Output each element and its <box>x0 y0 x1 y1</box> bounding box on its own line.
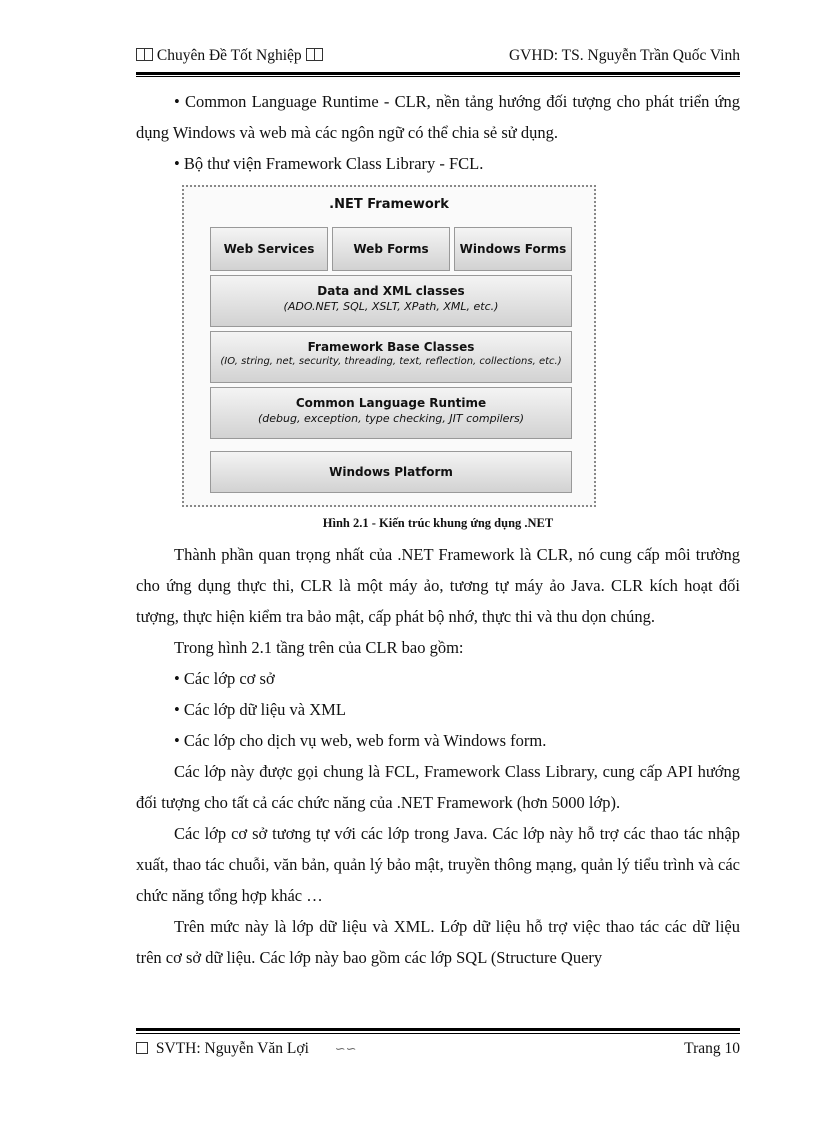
page-body <box>136 86 740 973</box>
box-web-forms: Web Forms <box>332 227 450 271</box>
header-left-text: Chuyên Đề Tốt Nghiệp <box>156 47 302 64</box>
diagram-title: .NET Framework <box>329 197 449 212</box>
disk-icon <box>136 1042 148 1054</box>
layer-clr <box>210 387 572 439</box>
signature-icon: ∽∽ <box>334 1041 357 1056</box>
footer-page-number: Trang 10 <box>684 1040 740 1057</box>
diagram-top-row <box>210 227 572 271</box>
layer-base-classes-sub: (IO, string, net, security, threading, text, reflection, collections, etc.) <box>220 356 562 367</box>
intro-bullet-fcl: • Bộ thư viện Framework Class Library - FCL. <box>174 154 484 173</box>
layer-base-classes <box>210 331 572 383</box>
box-web-services: Web Services <box>210 227 328 271</box>
paragraph-data-xml: Trên mức này là lớp dữ liệu và XML. Lớp dữ liệu hỗ trợ việc thao tác các dữ liệu trên cơ sở dữ liệu. Các lớp này bao gồm các lớp SQL (Structure Query <box>136 917 740 967</box>
footer-rule-thin <box>136 1033 740 1034</box>
paragraph-clr: Thành phần quan trọng nhất của .NET Framework là CLR, nó cung cấp môi trường cho ứng dụng thực thi, CLR là một máy ảo, tương tự máy ảo Java. CLR kích hoạt đối tượng, thực hiện kiểm tra bảo mật, cấp phát bộ nhớ, thực thi và thu dọn chúng. <box>136 545 740 626</box>
box-windows-forms: Windows Forms <box>454 227 572 271</box>
header-rule-thin <box>136 76 740 77</box>
figure-caption: Hình 2.1 - Kiến trúc khung ứng dụng .NET <box>322 516 554 530</box>
footer-left <box>136 1040 357 1058</box>
paragraph-layers-intro: Trong hình 2.1 tầng trên của CLR bao gồm: <box>174 638 464 657</box>
header-rule <box>136 72 740 75</box>
layer-data-xml-name: Data and XML classes <box>317 284 465 298</box>
layer-data-xml <box>210 275 572 327</box>
page-header <box>136 44 740 68</box>
footer-rule <box>136 1028 740 1031</box>
header-left <box>136 47 323 65</box>
layer-clr-name: Common Language Runtime <box>295 396 487 410</box>
paragraph-fcl: Các lớp này được gọi chung là FCL, Framework Class Library, cung cấp API hướng đối tượng cho tất cả các chức năng của .NET Framework (hơn 5000 lớp). <box>136 762 740 812</box>
layer-base-classes-name: Framework Base Classes <box>307 340 475 354</box>
net-framework-diagram <box>182 185 596 507</box>
layer-clr-sub: (debug, exception, type checking, JIT compilers) <box>258 412 524 425</box>
paragraph-base-classes: Các lớp cơ sở tương tự với các lớp trong Java. Các lớp này hỗ trợ các thao tác nhập xuất, thao tác chuỗi, văn bản, quản lý bảo mật, truyền thông mạng, quản lý tiểu trình và các chức năng tổng hợp khác … <box>136 824 740 905</box>
intro-bullet-clr: • Common Language Runtime - CLR, nền tảng hướng đối tượng cho phát triển ứng dụng Windows và web mà các ngôn ngữ có thể chia sẻ sử dụng. <box>136 92 740 142</box>
book-icon <box>136 48 153 61</box>
list-item: • Các lớp dữ liệu và XML <box>174 700 346 719</box>
book-icon <box>306 48 323 61</box>
layer-windows-platform-name: Windows Platform <box>329 465 453 479</box>
header-right-text: GVHD: TS. Nguyễn Trần Quốc Vinh <box>508 47 740 64</box>
footer-author: SVTH: Nguyễn Văn Lợi <box>155 1040 309 1057</box>
layer-data-xml-sub: (ADO.NET, SQL, XSLT, XPath, XML, etc.) <box>283 300 499 313</box>
list-item: • Các lớp cơ sở <box>174 669 275 688</box>
layer-windows-platform <box>210 451 572 493</box>
page-footer <box>136 1040 740 1058</box>
list-item: • Các lớp cho dịch vụ web, web form và Windows form. <box>174 731 547 750</box>
